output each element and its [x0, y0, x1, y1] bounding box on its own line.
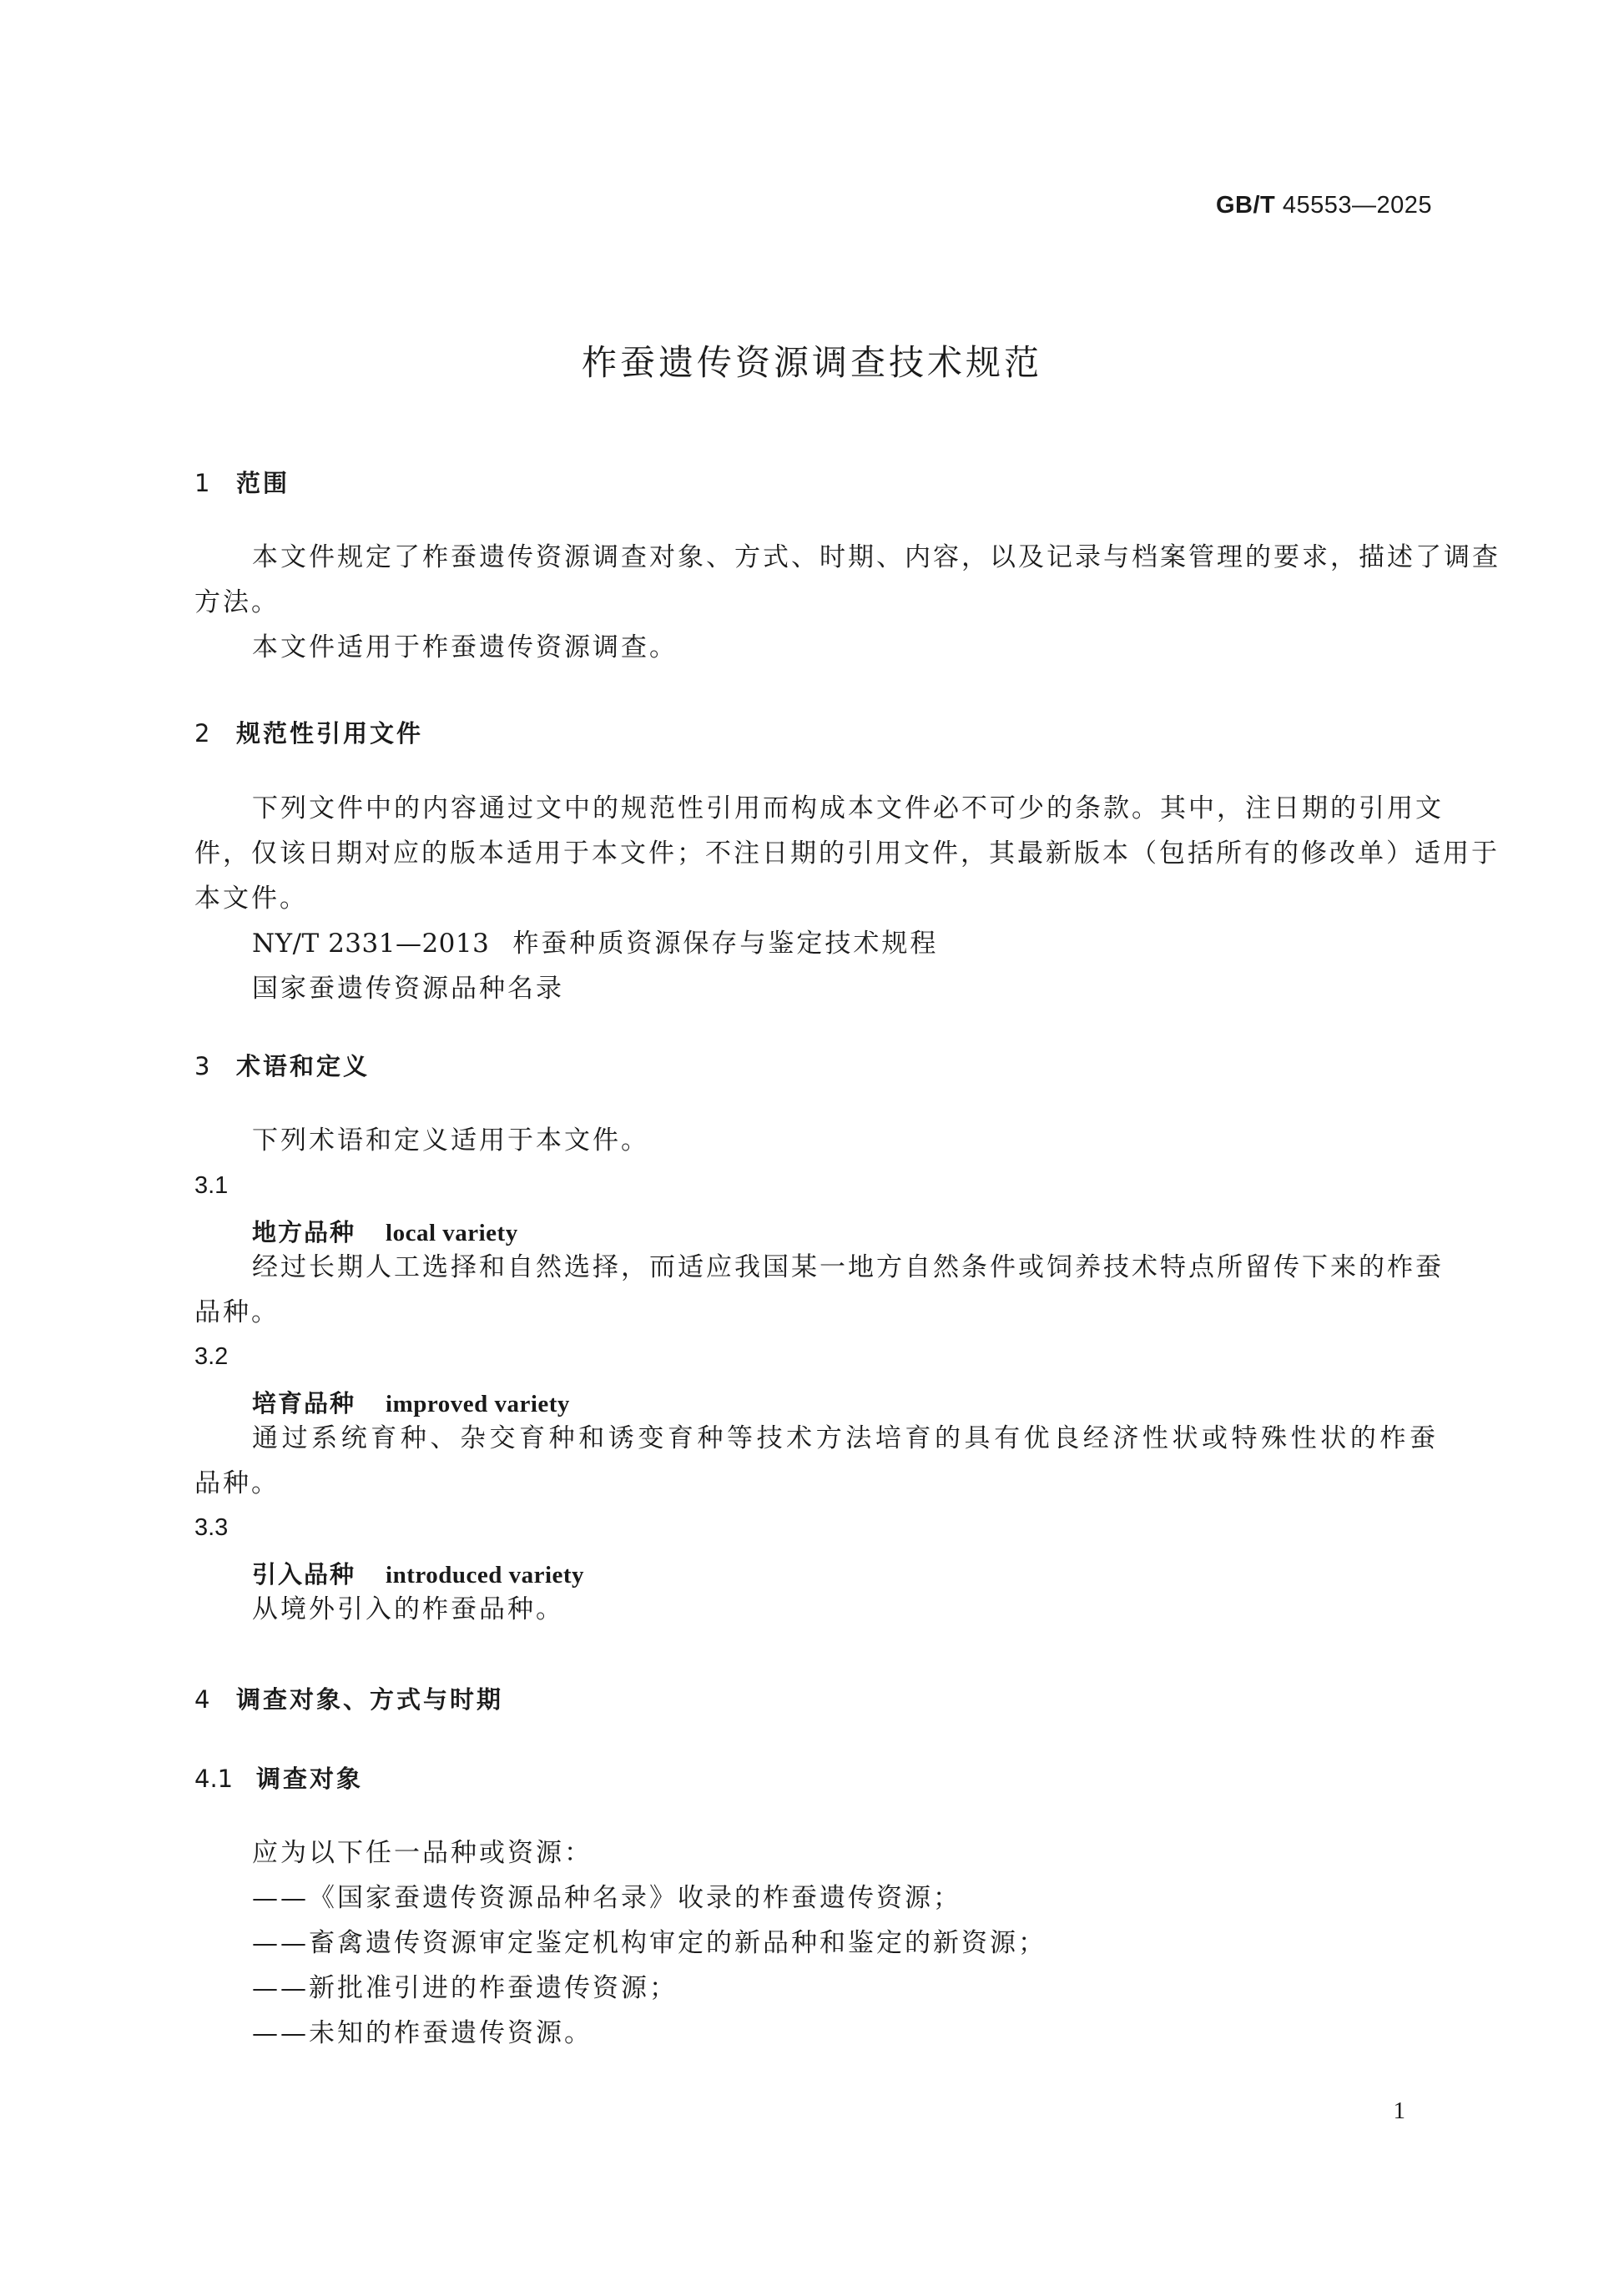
- scope-paragraph-1: [194, 535, 1500, 625]
- term-en: improved variety: [386, 1391, 570, 1417]
- standard-code-prefix: GB/T: [1216, 192, 1276, 219]
- term-zh: 引入品种: [252, 1560, 356, 1589]
- reference-code: NY/T 2331—2013: [252, 929, 490, 959]
- paragraph-line: 品种。: [194, 1297, 280, 1327]
- paragraph-line: 品种。: [194, 1468, 280, 1498]
- term-number: 3.3: [194, 1514, 229, 1541]
- paragraph-line: 方法。: [194, 587, 280, 617]
- document-title: 柞蚕遗传资源调查技术规范: [581, 342, 1042, 383]
- term-zh: 地方品种: [252, 1218, 356, 1246]
- page-number: 1: [1393, 2097, 1405, 2124]
- survey-object-intro: 应为以下任一品种或资源：: [252, 1838, 593, 1868]
- reference-item-2: 国家蚕遗传资源品种名录: [252, 974, 564, 1004]
- section-1-heading: [194, 465, 290, 499]
- section-number: 3: [194, 1052, 210, 1080]
- paragraph-line: 本文件。: [194, 884, 308, 914]
- list-item: ——新批准引进的柞蚕遗传资源；: [252, 1973, 678, 2003]
- subsection-4-1-heading: [194, 1760, 363, 1795]
- term-entry: [252, 1556, 584, 1590]
- section-2-heading: [194, 715, 423, 749]
- term-number: 3.1: [194, 1172, 229, 1199]
- paragraph-line: 下列文件中的内容通过文中的规范性引用而构成本文件必不可少的条款。其中，注日期的引用文: [252, 793, 1444, 823]
- subsection-number: 4.1: [194, 1765, 234, 1793]
- term-number: 3.2: [194, 1343, 229, 1370]
- section-title: 规范性引用文件: [236, 719, 424, 748]
- subsection-title: 调查对象: [256, 1765, 364, 1793]
- paragraph-line: 经过长期人工选择和自然选择，而适应我国某一地方自然条件或饲养技术特点所留传下来的柞蚕: [252, 1252, 1444, 1282]
- section-number: 2: [194, 719, 210, 748]
- scope-paragraph-2: 本文件适用于柞蚕遗传资源调查。: [252, 632, 678, 662]
- section-4-heading: [194, 1681, 503, 1715]
- section-3-heading: [194, 1048, 370, 1082]
- terms-intro: 下列术语和定义适用于本文件。: [252, 1125, 649, 1156]
- section-title: 范围: [236, 469, 290, 497]
- section-title: 调查对象、方式与时期: [236, 1685, 504, 1714]
- term-definition: [194, 1416, 1438, 1506]
- term-entry: [252, 1214, 518, 1248]
- paragraph-line: 件，仅该日期对应的版本适用于本文件；不注日期的引用文件，其最新版本（包括所有的修改单）适用于: [194, 838, 1500, 869]
- term-zh: 培育品种: [252, 1389, 356, 1417]
- reference-item-1: [252, 921, 938, 966]
- term-definition: [194, 1245, 1444, 1335]
- term-en: introduced variety: [386, 1562, 585, 1589]
- paragraph-line: 通过系统育种、杂交育种和诱变育种等技术方法培育的具有优良经济性状或特殊性状的柞蚕: [252, 1423, 1438, 1453]
- list-item: ——畜禽遗传资源审定鉴定机构审定的新品种和鉴定的新资源；: [252, 1928, 1047, 1958]
- term-entry: [252, 1385, 570, 1419]
- reference-title: 柞蚕种质资源保存与鉴定技术规程: [512, 929, 939, 959]
- list-item: ——《国家蚕遗传资源品种名录》收录的柞蚕遗传资源；: [252, 1883, 961, 1913]
- section-number: 1: [194, 469, 210, 497]
- section-number: 4: [194, 1685, 210, 1714]
- standard-code: [1216, 192, 1432, 219]
- section-title: 术语和定义: [236, 1052, 371, 1080]
- normative-references-paragraph: [194, 786, 1500, 921]
- term-en: local variety: [386, 1220, 518, 1246]
- term-definition: 从境外引入的柞蚕品种。: [252, 1594, 564, 1624]
- paragraph-line: 本文件规定了柞蚕遗传资源调查对象、方式、时期、内容，以及记录与档案管理的要求，描述了调查: [252, 542, 1500, 572]
- list-item: ——未知的柞蚕遗传资源。: [252, 2018, 593, 2048]
- standard-code-number: 45553—2025: [1282, 192, 1432, 219]
